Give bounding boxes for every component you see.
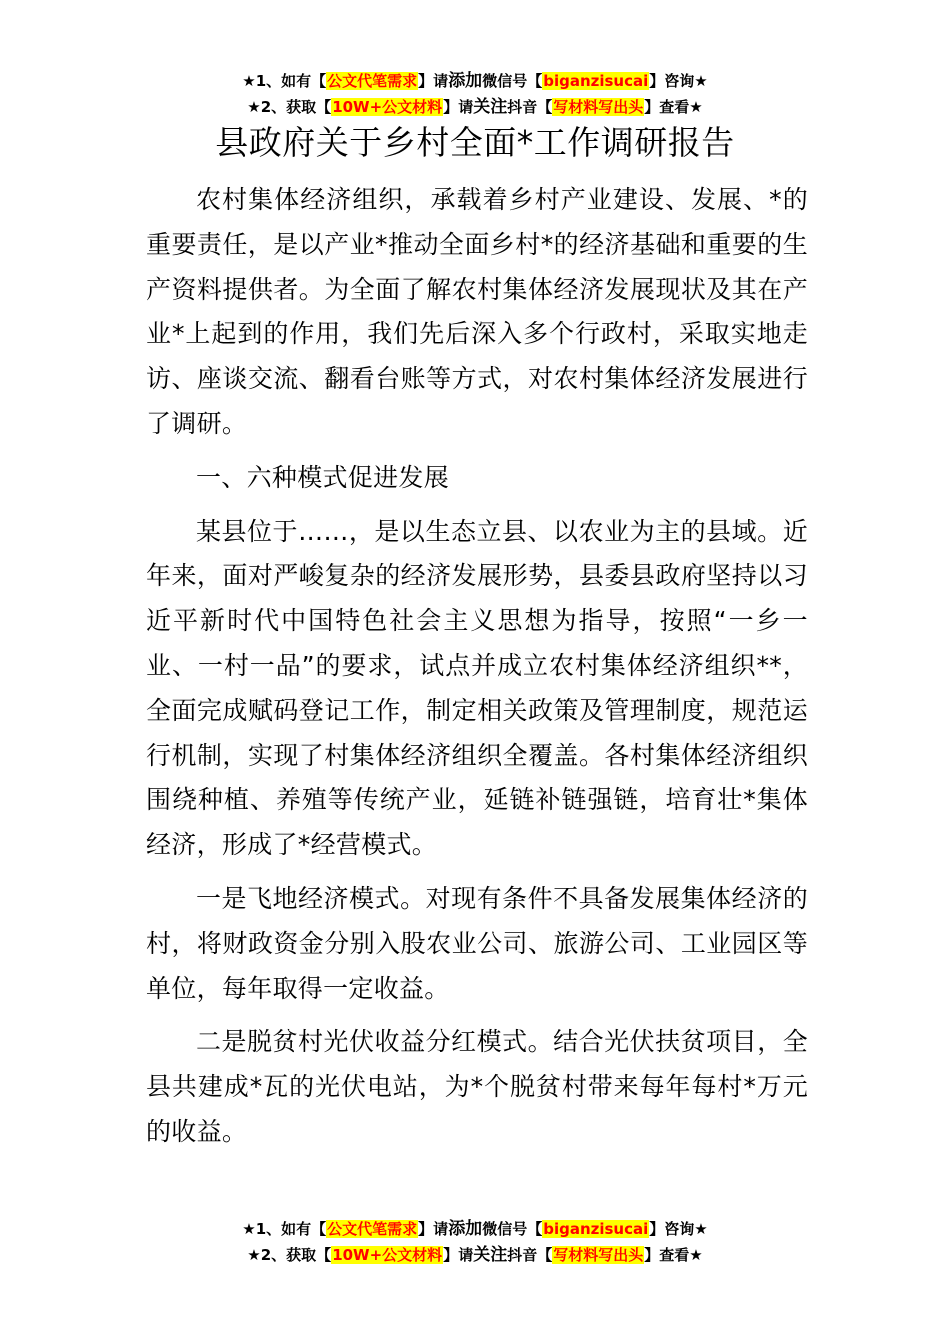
promo-emphasis: 关注: [473, 97, 508, 117]
paragraph-intro: 农村集体经济组织，承载着乡村产业建设、发展、*的重要责任，是以产业*推动全面乡村*的经济基础和重要的生产资料提供者。为全面了解农村集体经济发展现状及其在产业*上起到的作用，我们先后深入多个行政村，采取实地走访、座谈交流、翻看台账等方式，对农村集体经济发展进行了调研。: [146, 185, 808, 438]
promo-emphasis: 关注: [473, 1245, 508, 1265]
promo-text: 微信号【: [482, 72, 543, 90]
promo-line-2: [0, 94, 950, 120]
promo-highlight: 10W+公文材料: [332, 1246, 443, 1264]
promo-text: 1、如有【: [255, 1220, 327, 1238]
promo-emphasis: 添加: [448, 1219, 483, 1239]
star-icon: ★: [242, 72, 256, 90]
promo-text: 】查看★: [644, 98, 703, 116]
promo-text: 】咨询★: [649, 72, 708, 90]
promo-text: 】请: [443, 1246, 474, 1264]
paragraph-mode-1: 一是飞地经济模式。对现有条件不具备发展集体经济的村，将财政资金分别入股农业公司、旅游公司、工业园区等单位，每年取得一定收益。: [146, 883, 808, 1003]
promo-text: 抖音【: [507, 98, 553, 116]
promo-text: 抖音【: [507, 1246, 553, 1264]
promo-text: 1、如有【: [255, 72, 327, 90]
promo-text: 2、获取【: [260, 98, 332, 116]
promo-line-1: [0, 1216, 950, 1242]
promo-text: 2、获取【: [260, 1246, 332, 1264]
promo-text: 】查看★: [644, 1246, 703, 1264]
promo-header: [0, 68, 950, 120]
promo-douyin-id: 写材料写出头: [553, 98, 644, 116]
promo-highlight: 公文代笔需求: [327, 1220, 418, 1238]
promo-text: 】请: [418, 1220, 449, 1238]
star-icon: ★: [242, 1220, 256, 1238]
promo-wechat-id: biganzisucai: [543, 72, 649, 90]
promo-text: 】请: [443, 98, 474, 116]
promo-text: 】咨询★: [649, 1220, 708, 1238]
promo-wechat-id: biganzisucai: [543, 1220, 649, 1238]
promo-highlight: 公文代笔需求: [327, 72, 418, 90]
paragraph-overview: 某县位于……，是以生态立县、以农业为主的县域。近年来，面对严峻复杂的经济发展形势，县委县政府坚持以习近平新时代中国特色社会主义思想为指导，按照“一乡一业、一村一品”的要求，试点并成立农村集体经济组织**，全面完成赋码登记工作，制定相关政策及管理制度，规范运行机制，实现了村集体经济组织全覆盖。各村集体经济组织围绕种植、养殖等传统产业，延链补链强链，培育壮*集体经济，形成了*经营模式。: [146, 516, 808, 860]
section-heading: 一、六种模式促进发展: [196, 462, 450, 492]
document-title: 县政府关于乡村全面*工作调研报告: [215, 123, 735, 162]
document-body: [146, 178, 808, 1164]
promo-footer: [0, 1216, 950, 1268]
promo-highlight: 10W+公文材料: [332, 98, 443, 116]
promo-douyin-id: 写材料写出头: [553, 1246, 644, 1264]
promo-text: 微信号【: [482, 1220, 543, 1238]
paragraph-mode-2: 二是脱贫村光伏收益分红模式。结合光伏扶贫项目，全县共建成*瓦的光伏电站，为*个脱贫村带来每年每村*万元的收益。: [146, 1027, 808, 1146]
star-icon: ★: [247, 98, 261, 116]
promo-line-2: [0, 1242, 950, 1268]
promo-line-1: [0, 68, 950, 94]
promo-emphasis: 添加: [448, 71, 483, 91]
promo-text: 】请: [418, 72, 449, 90]
star-icon: ★: [247, 1246, 261, 1264]
